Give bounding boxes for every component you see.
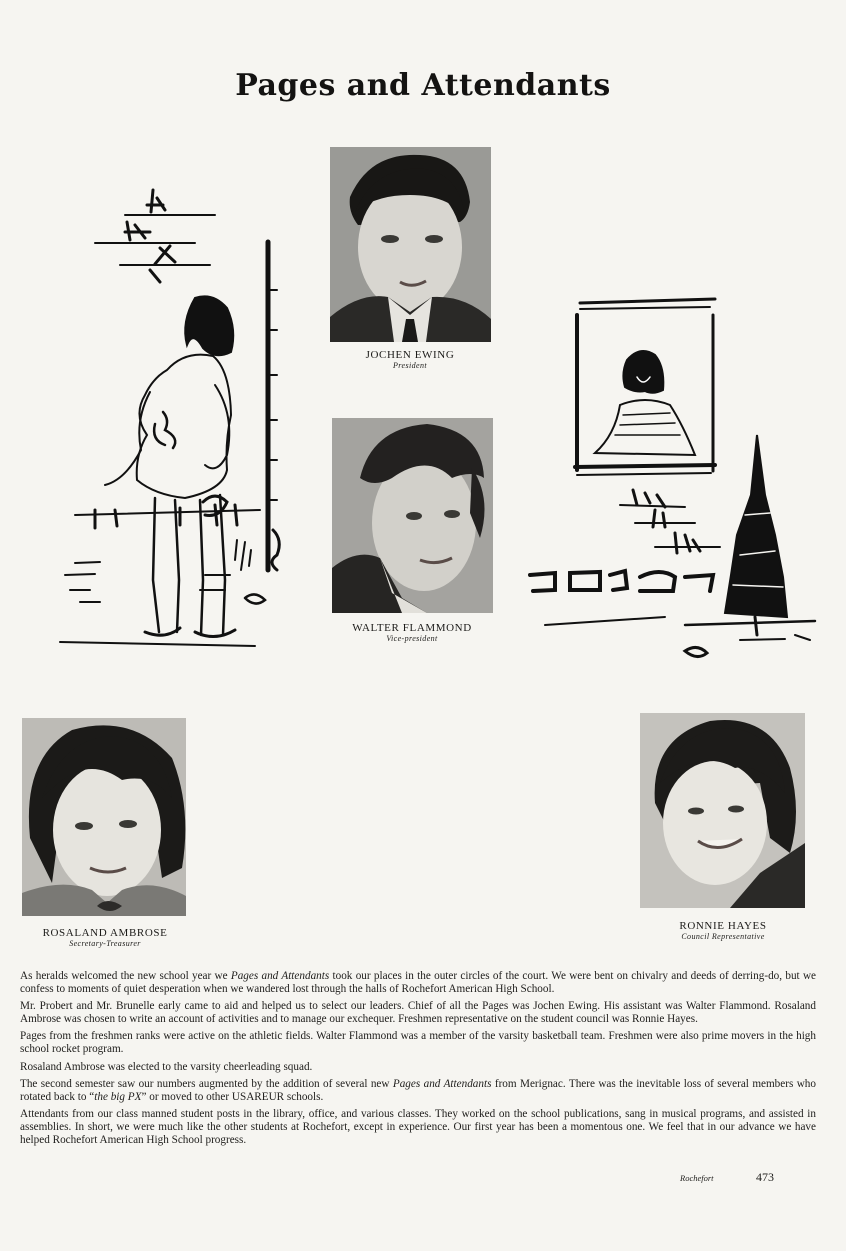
paragraph-1: As heralds welcomed the new school year we Pages and Attendants took our places in the outer circles of the court. We were bent on chivalry and deeds of derring-do, but we confess to moments of quiet desperation when we wandered lost through the halls of Rochefort American High School. — [20, 970, 816, 995]
portrait-role: Secretary-Treasurer — [69, 939, 141, 948]
caption-jochen-ewing — [300, 349, 520, 370]
portrait-rosaland-ambrose — [22, 718, 186, 916]
page-number: 473 — [756, 1170, 774, 1184]
caption-ronnie-hayes — [618, 920, 828, 941]
right-sketch-illustration — [525, 295, 820, 670]
portrait-photo — [332, 418, 493, 613]
page-boy-drawing — [55, 180, 300, 660]
portrait-name: JOCHEN EWING — [365, 349, 455, 361]
footer-school-name: Rochefort — [680, 1173, 714, 1183]
portrait-role: President — [393, 361, 427, 370]
framed-lady-drawing — [525, 295, 820, 670]
paragraph-5: The second semester saw our numbers augmented by the addition of several new Pages and Attendants from Merignac. There was the inevitable loss of several members who rotated back to “the big PX” or moved to other USAREUR schools. — [20, 1078, 816, 1103]
paragraph-4: Rosaland Ambrose was elected to the varsity cheerleading squad. — [20, 1060, 313, 1073]
portrait-photo — [22, 718, 186, 916]
paragraph-2: Mr. Probert and Mr. Brunelle early came to aid and helped us to select our leaders. Chief of all the Pages was Jochen Ewing. His assistant was Walter Flammond. Rosaland Ambrose was chosen to write an account of activities and to manage our exchequer. Freshmen representative on the student council was Ronnie Hayes. — [20, 1000, 816, 1025]
portrait-ronnie-hayes — [640, 713, 805, 908]
article-body — [20, 970, 816, 1151]
paragraph-6: Attendants from our class manned student posts in the library, office, and various classes. They worked on the school publications, sang in musical programs, and assisted in assemblies. In short, we were much like the other students at Rochefort, except in experience. Our first year has been a momentous one. We feel that in our advance we have helped Rochefort American High School progress. — [20, 1108, 816, 1146]
portrait-jochen-ewing — [330, 147, 491, 342]
portrait-walter-flammond — [332, 418, 493, 613]
page-title: Pages and Attendants — [235, 68, 611, 103]
portrait-name: RONNIE HAYES — [679, 920, 767, 932]
caption-rosaland-ambrose — [0, 927, 210, 948]
caption-walter-flammond — [302, 622, 522, 643]
portrait-name: ROSALAND AMBROSE — [42, 927, 168, 939]
paragraph-3: Pages from the freshmen ranks were active on the athletic fields. Walter Flammond was a member of the varsity basketball team. Freshmen were also prime movers in the high school rocket program. — [20, 1030, 816, 1055]
portrait-photo — [640, 713, 805, 908]
left-sketch-illustration — [55, 180, 300, 660]
portrait-role: Vice-president — [386, 634, 438, 643]
portrait-photo — [330, 147, 491, 342]
portrait-name: WALTER FLAMMOND — [352, 622, 472, 634]
portrait-role: Council Representative — [681, 932, 765, 941]
